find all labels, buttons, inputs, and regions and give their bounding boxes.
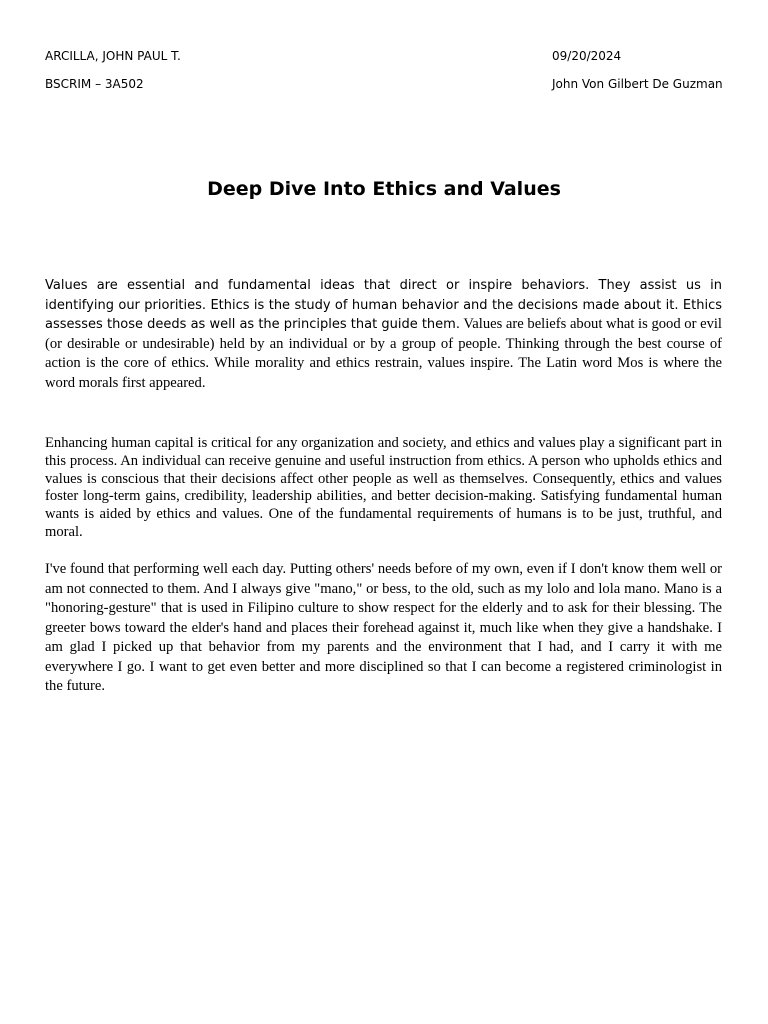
paragraph-3: I've found that performing well each day. Putting others' needs before of my own, even if I don't know them well or am not connected to them. And I always give "mano," or bess, to the old, such as my lolo and lola mano. Mano is a "honoring-gesture" that is used in Filipino culture to show respect for the elderly and to ask for their blessing. The greeter bows toward the elder's hand and places their forehead against it, much like when they give a handshake. I am glad I picked up that behavior from my parents and the environment that I had, and I carry it with me everywhere I go. I want to get even better and more disciplined so that I can become a registered criminologist in the future. bbox=[45, 561, 722, 694]
paragraph-1-serif-part: Values are beliefs about what is good or evil (or desirable or undesirable) held by an individual or by a group of people. Thinking through the best course of action is the core of ethics. While morality and ethics restrain, values inspire. The Latin word Mos is where the word morals first appeared. bbox=[45, 316, 722, 391]
paragraph-1-sans-part: Values are essential and fundamental ideas that direct or inspire behaviors. They assist us in identifying our priorities. Ethics is the study of human behavior and the decisions made about it. Ethics assesses those deeds as well as the principles that guide them. bbox=[45, 278, 722, 332]
paragraph-1 bbox=[45, 276, 722, 393]
student-name: ARCILLA, JOHN PAUL T. bbox=[45, 49, 181, 63]
document-title: Deep Dive Into Ethics and Values bbox=[207, 178, 561, 200]
paragraph-2: Enhancing human capital is critical for any organization and society, and ethics and values play a significant part in this process. An individual can receive genuine and useful instruction from ethics. A person who upholds ethics and values is conscious that their decisions affect other people as well as themselves. Consequently, ethics and values foster long-term gains, credibility, leadership abilities, and better decision-making. Satisfying fundamental human wants is aided by ethics and values. One of the fundamental requirements of humans is to be just, truthful, and moral. bbox=[45, 435, 722, 540]
document-date: 09/20/2024 bbox=[552, 49, 622, 63]
student-section: BSCRIM – 3A502 bbox=[45, 77, 144, 91]
instructor-name: John Von Gilbert De Guzman bbox=[552, 77, 723, 91]
